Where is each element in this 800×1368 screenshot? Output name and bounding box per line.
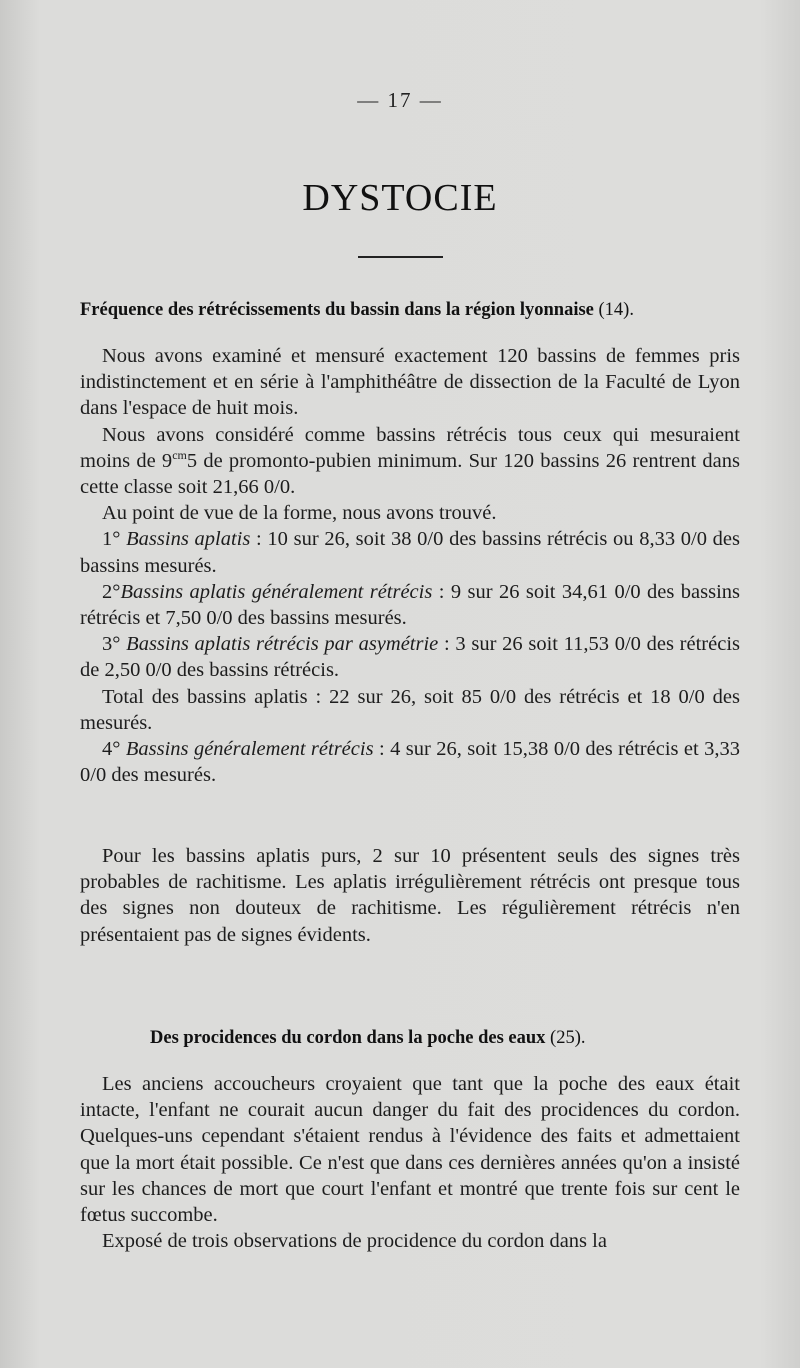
paragraph: Au point de vue de la forme, nous avons trouvé. (102, 502, 497, 525)
paragraph: Les anciens accoucheurs croyaient que tant que la poche des eaux était intacte, l'enfant ne courait aucun danger du fait des procidences du cordon. Quelques-uns cependant s'étaient rendus à l'évidence des faits et admettaient que la mort était possible. Ce n'est que dans ces dernières années qu'on a insisté sur les chances de mort que court l'enfant et montré que trente fois sur cent le fœtus succombe. (80, 1073, 740, 1227)
paragraph: Nous avons examiné et mensuré exactement 120 bassins de femmes pris indistinctement et en série à l'amphithéâtre de dissection de la Faculté de Lyon dans l'espace de huit mois. (80, 345, 740, 420)
section-reference: (25). (550, 1028, 586, 1048)
paragraph: Exposé de trois observations de procidence du cordon dans la (102, 1230, 607, 1253)
list-item: 3° Bassins aplatis rétrécis par asymétrie : 3 sur 26 soit 11,53 0/0 des rétrécis de 2,50 0/0 des bassins rétrécis. (80, 633, 741, 682)
section-heading-frequence (80, 300, 740, 321)
section-body-rachitisme (80, 843, 740, 948)
section-body-frequence (80, 343, 740, 788)
section-heading-text: Des procidences du cordon dans la poche des eaux (150, 1028, 546, 1048)
section-heading-text: Fréquence des rétrécissements du bassin dans la région lyonnaise (80, 300, 594, 320)
section-heading-procidences (150, 1028, 710, 1049)
list-item: 4° Bassins généralement rétrécis : 4 sur 26, soit 15,38 0/0 des rétrécis et 3,33 0/0 des mesurés. (80, 738, 740, 787)
paragraph: Nous avons considéré comme bassins rétrécis tous ceux qui mesuraient moins de $9^{cm}5$ de promonto-pubien minimum. Sur 120 bassins 26 rentrent dans cette classe soit 21,66 0/0. (80, 423, 740, 499)
section-body-procidences (80, 1071, 740, 1254)
title-rule (358, 256, 443, 258)
list-item: 1° Bassins aplatis : 10 sur 26, soit 38 0/0 des bassins rétrécis ou 8,33 0/0 des bassins mesurés. (80, 528, 741, 577)
page-number: — 17 — (357, 88, 443, 112)
chapter-title: DYSTOCIE (302, 177, 498, 219)
list-item: 2°Bassins aplatis généralement rétrécis : 9 sur 26 soit 34,61 0/0 des bassins rétrécis et 7,50 0/0 des bassins mesurés. (80, 580, 741, 630)
paragraph: Pour les bassins aplatis purs, 2 sur 10 présentent seuls des signes très probables de rachitisme. Les aplatis irrégulièrement rétrécis ont presque tous des signes non douteux de rachitisme. Les régulièrement rétrécis n'en présentaient pas de signes évidents. (80, 845, 740, 946)
section-reference: (14). (598, 300, 634, 320)
paragraph: Total des bassins aplatis : 22 sur 26, soit 85 0/0 des rétrécis et 18 0/0 des mesurés. (80, 685, 740, 734)
